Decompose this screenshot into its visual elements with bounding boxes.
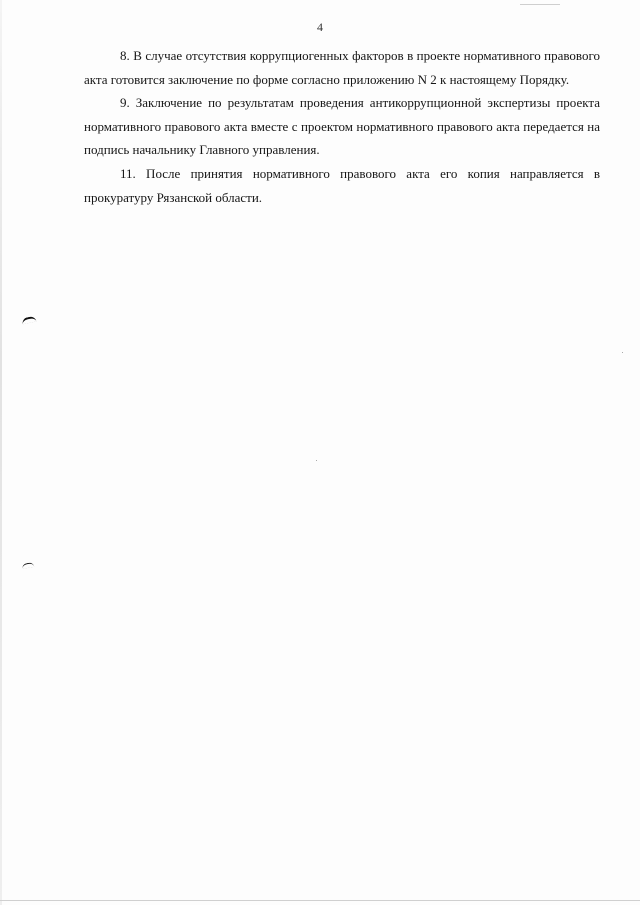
- scan-mark: [22, 562, 35, 569]
- paragraph-11: 11. После принятия нормативного правового акта его копия направляется в прокуратуру Рязанской области.: [84, 165, 600, 205]
- paragraph-9: 9. Заключение по результатам проведения антикоррупционной экспертизы проекта нормативного правового акта вместе с проектом нормативного правового акта передается на подпись начальнику Главного управления.: [84, 95, 600, 158]
- page-number: 4: [317, 20, 323, 34]
- scan-edge-bottom: [0, 900, 640, 901]
- scan-speck: [622, 352, 623, 353]
- document-body: [84, 44, 600, 209]
- scan-edge: [0, 0, 2, 905]
- scan-artifact: [520, 4, 560, 5]
- scan-mark: [22, 316, 37, 325]
- paragraph-8: 8. В случае отсутствия коррупциогенных факторов в проекте нормативного правового акта готовится заключение по форме согласно приложению N 2 к настоящему Порядку.: [84, 48, 600, 87]
- scan-speck: [316, 460, 317, 461]
